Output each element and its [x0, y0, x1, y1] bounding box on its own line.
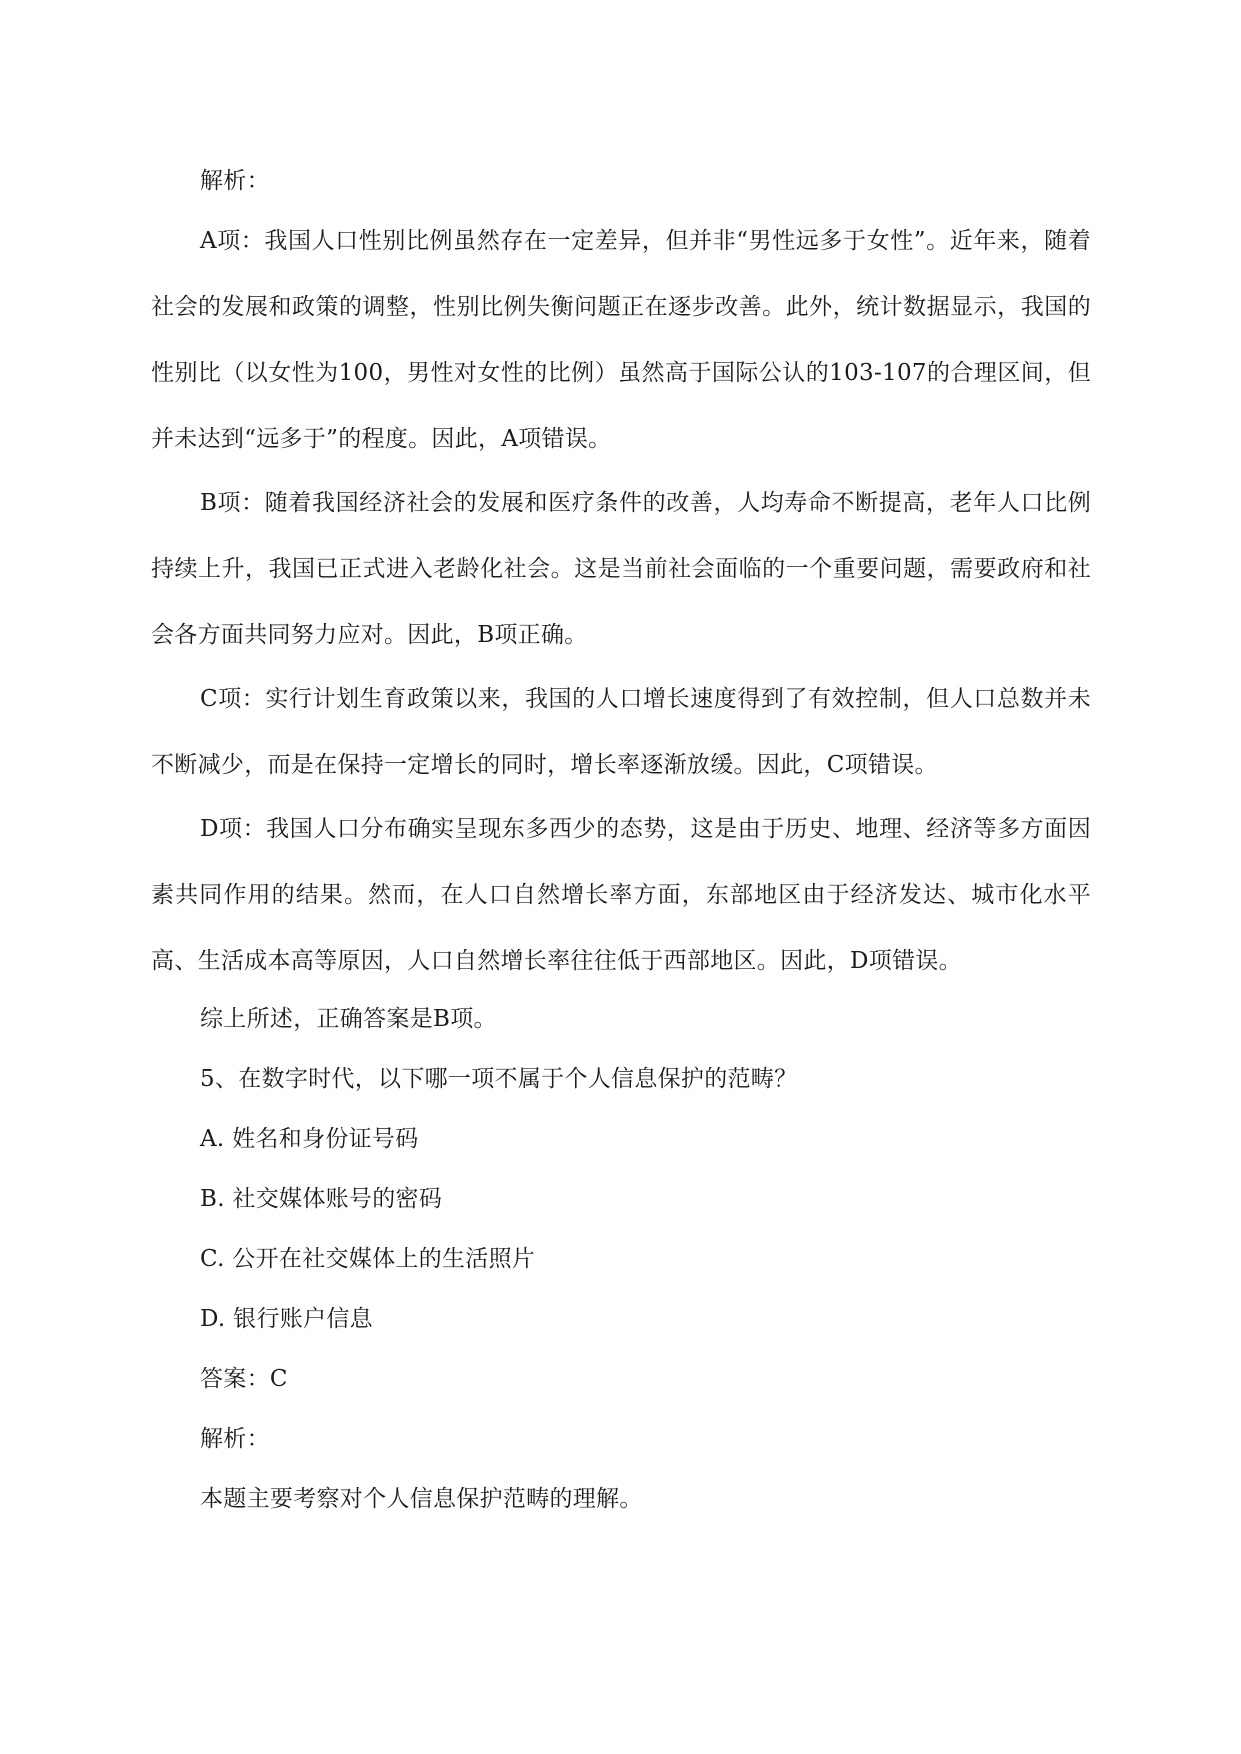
question-5-analysis-heading: 解析：	[200, 1426, 270, 1452]
question-5-title: 5、在数字时代，以下哪一项不属于个人信息保护的范畴？	[200, 1066, 798, 1092]
question-5-option-b: B. 社交媒体账号的密码	[200, 1186, 443, 1212]
paragraph-option-b-analysis: B项：随着我国经济社会的发展和医疗条件的改善，人均寿命不断提高，老年人口比例持续上升，我国已正式进入老龄化社会。这是当前社会面临的一个重要问题，需要政府和社会各方面共同努力应对。因此，B项正确。	[151, 490, 1091, 648]
document-body	[151, 148, 1091, 1532]
analysis-heading: 解析：	[200, 168, 270, 194]
paragraph-option-a-analysis: A项：我国人口性别比例虽然存在一定差异，但并非“男性远多于女性”。近年来，随着社会的发展和政策的调整，性别比例失衡问题正在逐步改善。此外，统计数据显示，我国的性别比（以女性为100，男性对女性的比例）虽然高于国际公认的103-107的合理区间，但并未达到“远多于”的程度。因此，A项错误。	[151, 228, 1091, 452]
question-5-answer: 答案：C	[200, 1366, 288, 1392]
question-5-option-c: C. 公开在社交媒体上的生活照片	[200, 1246, 536, 1272]
question-5-analysis-text: 本题主要考察对个人信息保护范畴的理解。	[200, 1486, 643, 1512]
paragraph-option-c-analysis: C项：实行计划生育政策以来，我国的人口增长速度得到了有效控制，但人口总数并未不断减少，而是在保持一定增长的同时，增长率逐渐放缓。因此，C项错误。	[151, 686, 1091, 778]
question-5-option-a: A. 姓名和身份证号码	[200, 1126, 419, 1152]
paragraph-option-d-analysis: D项：我国人口分布确实呈现东多西少的态势，这是由于历史、地理、经济等多方面因素共同作用的结果。然而，在人口自然增长率方面，东部地区由于经济发达、城市化水平高、生活成本高等原因，人口自然增长率往往低于西部地区。因此，D项错误。	[151, 816, 1091, 974]
summary-answer: 综上所述，正确答案是B项。	[200, 1006, 497, 1032]
question-5-option-d: D. 银行账户信息	[200, 1306, 373, 1332]
